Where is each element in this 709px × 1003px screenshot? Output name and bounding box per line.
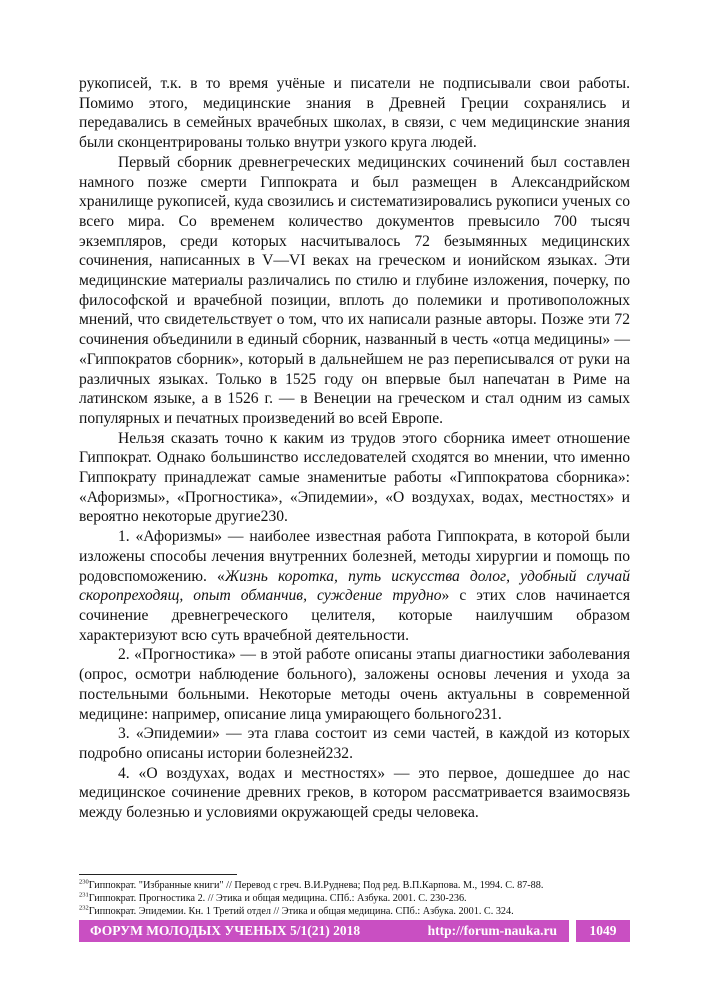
journal-title: ФОРУМ МОЛОДЫХ УЧЕНЫХ 5/1(21) 2018 — [90, 923, 361, 938]
paragraph-3: Нельзя сказать точно к каким из трудов этого сборника имеет отношение Гиппократ. Однако большинство исследователей сходятся во мнении, что именно Гиппократу принадлежат самые знаменитые работы «Гиппократова сборника»: «Афоризмы», «Прогностика», «Эпидемии», «О воздухах, водах, местностях» и вероятно некоторые другие230. — [79, 429, 630, 526]
footnote-text: Гиппократ. "Избранные книги" // Перевод с греч. В.И.Руднева; Под ред. В.П.Карпова. М., 1994. С. 87-88. — [88, 880, 544, 891]
body-text — [79, 74, 630, 823]
aphorisms-outro: » с этих слов начинается сочинение древнегреческого целителя, которые наилучшим образом характеризуют всю суть врачебной деятельности. — [79, 587, 630, 644]
journal-url: http://forum-nauka.ru — [427, 923, 557, 938]
paragraph-epidemics: 3. «Эпидемии» — эта глава состоит из семи частей, в каждой из которых подробно описаны истории болезней232. — [79, 725, 630, 762]
journal-footer-band — [79, 920, 569, 942]
footnote-text: Гиппократ. Эпидемии. Кн. 1 Третий отдел // Этика и общая медицина. СПб.: Азбука. 2001. С. 324. — [88, 906, 514, 917]
footnote-number: 230 — [79, 878, 89, 886]
footnote-text: Гиппократ. Прогностика 2. // Этика и общая медицина. СПб.: Азбука. 2001. С. 230-236. — [88, 893, 467, 904]
footnote-232 — [79, 905, 639, 918]
footnotes — [79, 879, 639, 918]
page-number: 1049 — [576, 920, 630, 942]
paragraph-airs-waters: 4. «О воздухах, водах и местностях» — это первое, дошедшее до нас медицинское сочинение древних греков, в котором рассматривается взаимосвязь между болезнью и условиями окружающей среды человека. — [79, 764, 630, 822]
paragraph-1: рукописей, т.к. в то время учёные и писатели не подписывали свои работы. Помимо этого, медицинские знания в Древней Греции сохранялись и передавались в семейных врачебных школах, в связи, с чем медицинские знания были сконцентрированы только внутри узкого круга людей. — [79, 75, 630, 152]
paragraph-aphorisms — [79, 527, 630, 645]
footnote-number: 231 — [79, 891, 89, 899]
footnote-divider — [79, 874, 237, 875]
footnote-231 — [79, 892, 639, 905]
aphorisms-intro: 1. «Афоризмы» — наиболее известная работа Гиппократа, в которой были изложены способы лечения внутренних болезней, методы хирургии и помощь по родовспоможению. « — [79, 528, 630, 585]
paragraph-2: Первый сборник древнегреческих медицинских сочинений был составлен намного позже смерти Гиппократа и был размещен в Александрийском хранилище рукописей, куда свозились и систематизировались рукописи ученых со всего мира. Со временем количество документов превысило 700 тысяч экземпляров, среди которых насчитывалось 72 безымянных медицинских сочинения, написанных в V—VI веках на греческом и ионийском языках. Эти медицинские материалы различались по стилю и глубине изложения, почерку, по философской и врачебной позиции, вплоть до полемики и противоположных мнений, что свидетельствует о том, что их написали разные авторы. Позже эти 72 сочинения объединили в единый сборник, названный в честь «отца медицины» — «Гиппократов сборник», который в дальнейшем не раз переписывался от руки на различных языках. Только в 1525 году он впервые был напечатан в Риме на латинском языке, а в 1526 г. — в Венеции на греческом и стал одним из самых популярных и печатных произведений во всей Европе. — [79, 153, 630, 427]
paragraph-prognostics: 2. «Прогностика» — в этой работе описаны этапы диагностики заболевания (опрос, осмотри наблюдение больного), заложены основы лечения и ухода за постельными больными. Некоторые методы очень актуальны в современной медицине: например, описание лица умирающего больного231. — [79, 646, 630, 723]
footnote-number: 232 — [79, 904, 89, 912]
footnote-230 — [79, 879, 639, 892]
aphorism-quote: Жизнь коротка, путь искусства долог, удобный случай скоропреходящ, опыт обманчив, суждение трудно — [79, 567, 630, 605]
